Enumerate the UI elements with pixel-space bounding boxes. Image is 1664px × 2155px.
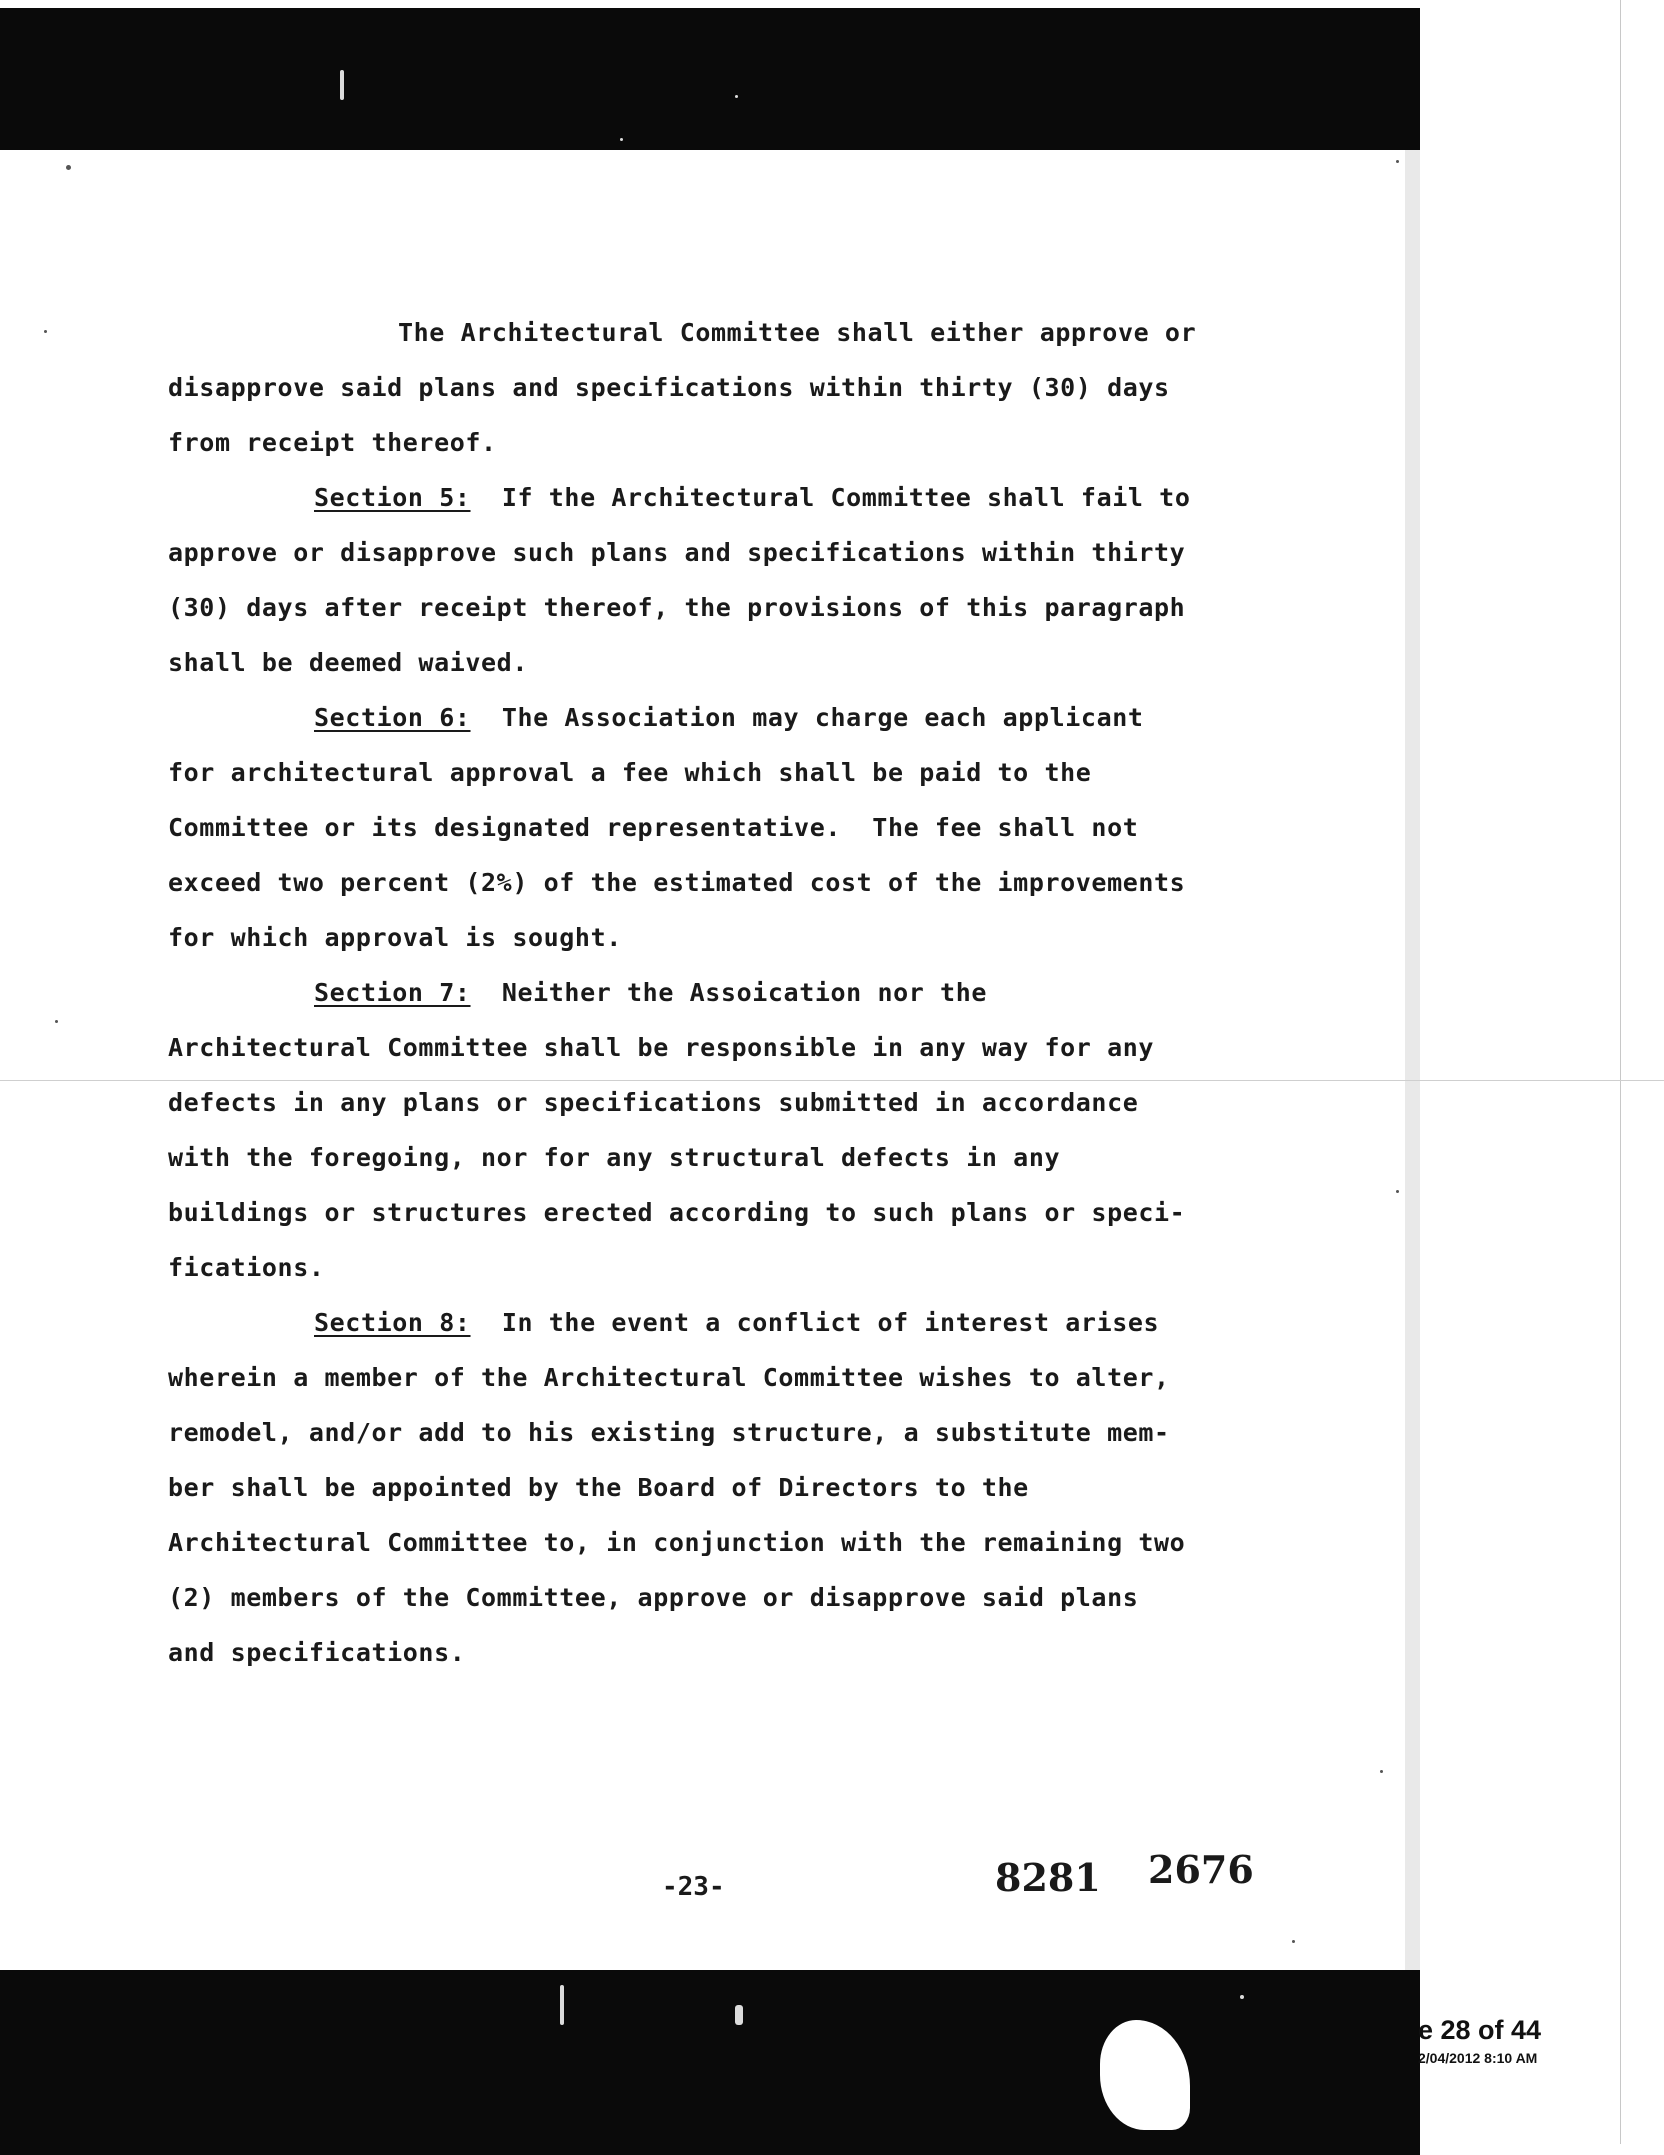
scan-right-edge xyxy=(1405,150,1420,1970)
line-text: Committee or its designated representative. The fee shall not xyxy=(168,813,1139,842)
line-text: exceed two percent (2%) of the estimated cost of the improvements xyxy=(168,868,1186,897)
line-text: fications. xyxy=(168,1253,325,1282)
scan-speck xyxy=(560,1985,564,2025)
document-line xyxy=(168,305,1248,360)
scan-speck xyxy=(44,330,47,333)
viewer-divider xyxy=(1620,0,1621,2144)
line-text: (30) days after receipt thereof, the provisions of this paragraph xyxy=(168,593,1186,622)
document-line xyxy=(168,1405,1248,1460)
scan-border-top xyxy=(0,0,1420,150)
line-text: with the foregoing, nor for any structural defects in any xyxy=(168,1143,1061,1172)
book-page-number: 2676 xyxy=(1148,1847,1254,1892)
document-line xyxy=(168,1130,1248,1185)
page-counter: e 28 of 44 xyxy=(1418,2015,1542,2045)
line-text: from receipt thereof. xyxy=(168,428,497,457)
document-line xyxy=(168,1185,1248,1240)
line-text: Architectural Committee to, in conjunction with the remaining two xyxy=(168,1528,1186,1557)
print-timestamp: 2/04/2012 8:10 AM xyxy=(1418,2050,1538,2066)
scan-speck xyxy=(620,138,623,141)
line-text: defects in any plans or specifications submitted in accordance xyxy=(168,1088,1139,1117)
document-body xyxy=(168,305,1248,1680)
document-line xyxy=(168,1515,1248,1570)
line-text: and specifications. xyxy=(168,1638,466,1667)
document-line xyxy=(168,525,1248,580)
line-text: wherein a member of the Architectural Committee wishes to alter, xyxy=(168,1363,1170,1392)
scan-top-strip xyxy=(0,0,1420,8)
document-line xyxy=(168,1570,1248,1625)
document-line xyxy=(168,1625,1248,1680)
document-line xyxy=(168,910,1248,965)
document-line xyxy=(168,1075,1248,1130)
section-heading: Section 8: xyxy=(314,1308,471,1337)
scan-speck xyxy=(1380,1770,1383,1773)
section-heading: Section 6: xyxy=(314,703,471,732)
document-line xyxy=(168,1020,1248,1075)
document-line xyxy=(168,360,1248,415)
scan-speck xyxy=(735,2005,743,2025)
line-text: If the Architectural Committee shall fail to xyxy=(470,483,1191,512)
line-text: shall be deemed waived. xyxy=(168,648,528,677)
document-line xyxy=(168,800,1248,855)
line-text: The Architectural Committee shall either approve or xyxy=(398,318,1197,347)
line-text: buildings or structures erected according to such plans or speci- xyxy=(168,1198,1186,1227)
document-line xyxy=(168,635,1248,690)
line-text: In the event a conflict of interest arises xyxy=(470,1308,1160,1337)
line-text: Architectural Committee shall be responsible in any way for any xyxy=(168,1033,1155,1062)
document-line xyxy=(168,580,1248,635)
document-line xyxy=(168,745,1248,800)
line-text: approve or disapprove such plans and specifications within thirty xyxy=(168,538,1186,567)
page-number: -23- xyxy=(662,1872,725,1902)
section-heading: Section 7: xyxy=(314,978,471,1007)
line-text: ber shall be appointed by the Board of Directors to the xyxy=(168,1473,1029,1502)
line-text: (2) members of the Committee, approve or disapprove said plans xyxy=(168,1583,1139,1612)
document-line xyxy=(168,855,1248,910)
document-line xyxy=(168,1350,1248,1405)
scan-speck xyxy=(1240,1995,1244,1999)
document-line xyxy=(168,415,1248,470)
scan-speck xyxy=(55,1020,58,1023)
scan-speck xyxy=(340,70,344,100)
document-line xyxy=(168,470,1248,525)
section-heading: Section 5: xyxy=(314,483,471,512)
line-text: Neither the Assoication nor the xyxy=(470,978,988,1007)
scan-speck xyxy=(735,95,738,98)
line-text: disapprove said plans and specifications within thirty (30) days xyxy=(168,373,1170,402)
scan-border-bottom xyxy=(0,1970,1420,2155)
scan-speck xyxy=(1292,1940,1295,1943)
document-line xyxy=(168,1295,1248,1350)
document-line xyxy=(168,1460,1248,1515)
document-line xyxy=(168,690,1248,745)
book-number: 8281 xyxy=(995,1855,1101,1900)
line-text: remodel, and/or add to his existing structure, a substitute mem- xyxy=(168,1418,1170,1447)
scan-speck xyxy=(1396,160,1399,163)
document-line xyxy=(168,1240,1248,1295)
scan-speck xyxy=(1396,1190,1399,1193)
document-line xyxy=(168,965,1248,1020)
line-text: for architectural approval a fee which shall be paid to the xyxy=(168,758,1092,787)
line-text: The Association may charge each applicant xyxy=(470,703,1144,732)
line-text: for which approval is sought. xyxy=(168,923,622,952)
scan-speck xyxy=(66,165,71,170)
